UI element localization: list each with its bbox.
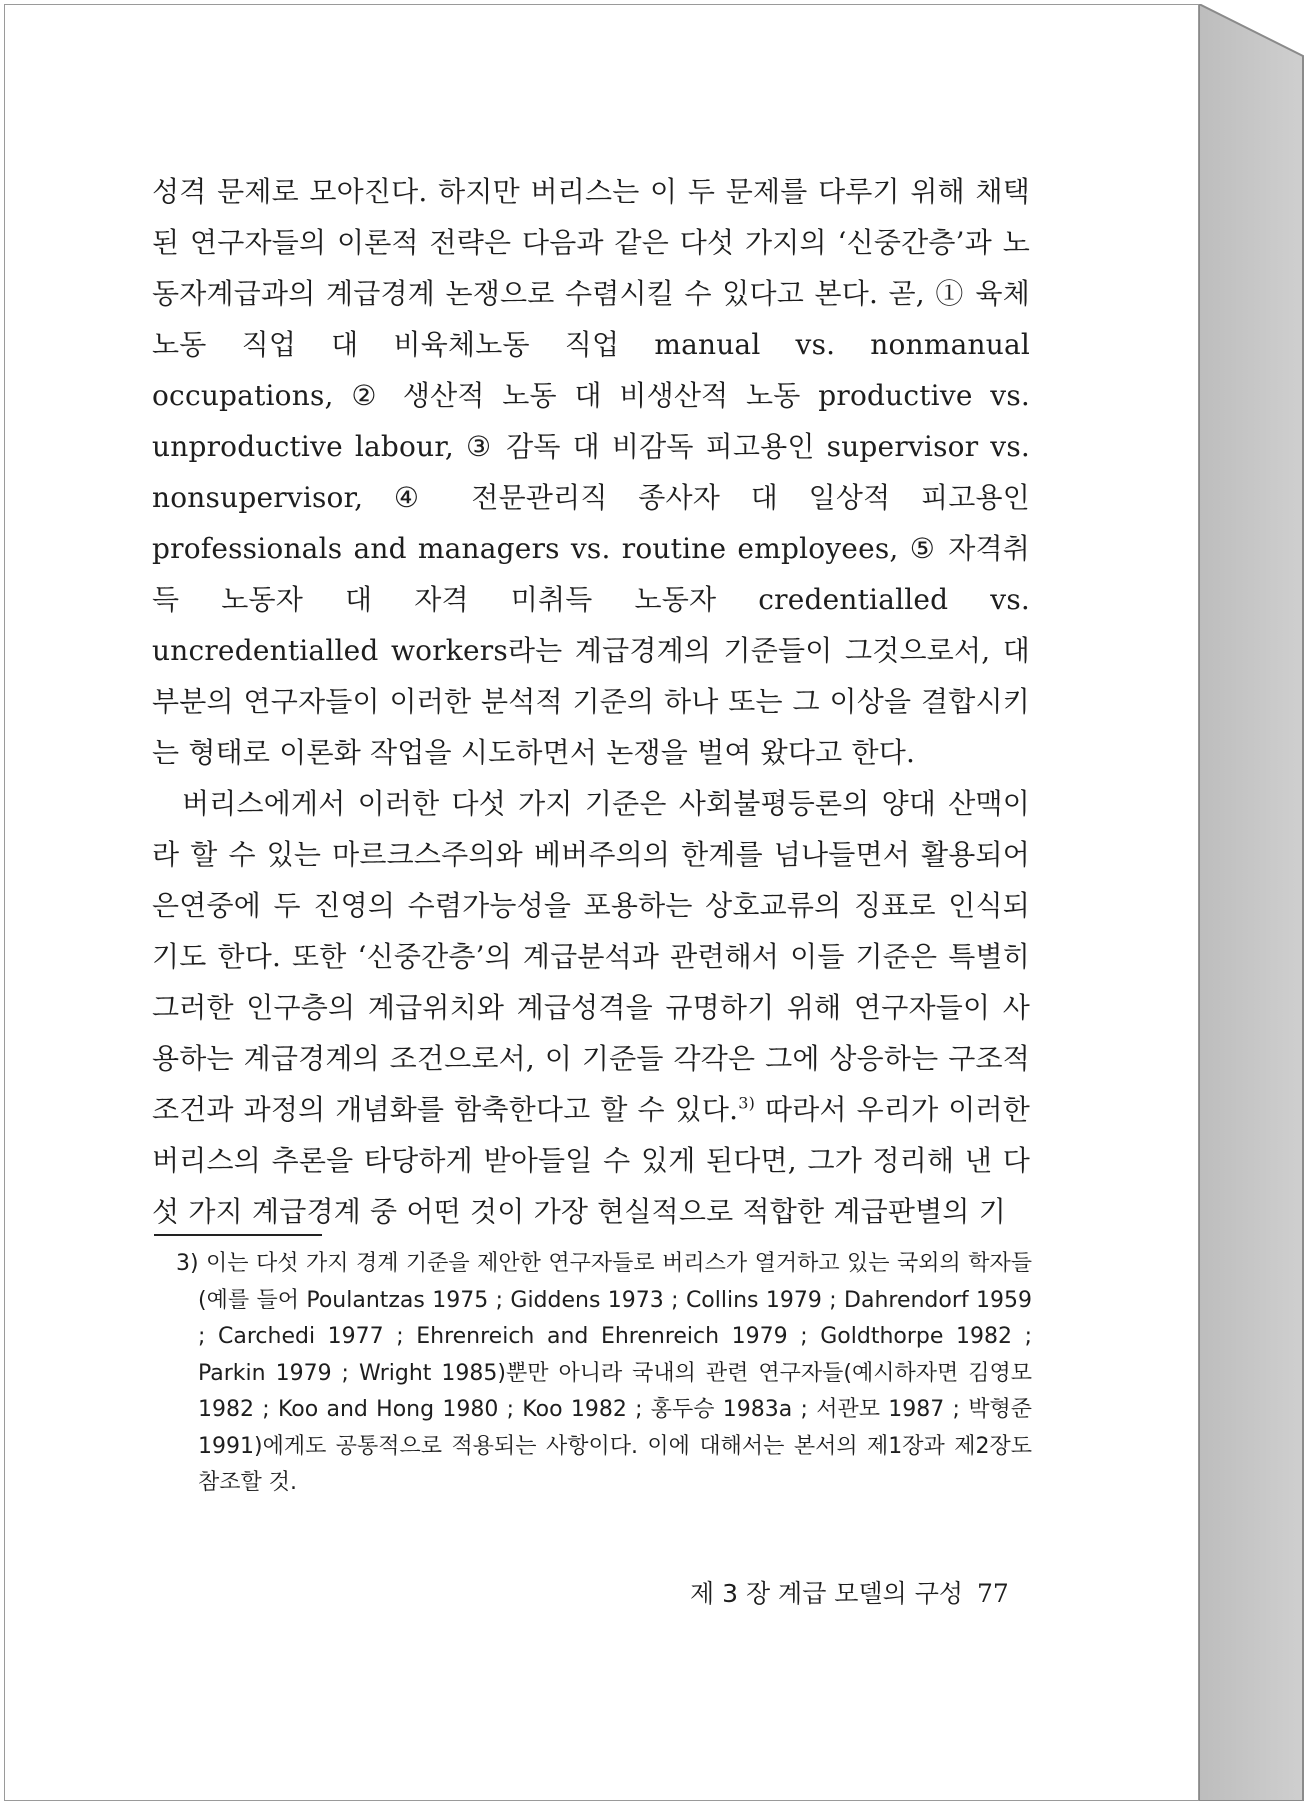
running-footer [690,1574,1009,1610]
paragraph-2-continuation: 따라서 우리가 이러한 버리스의 추론을 타당하게 받아들일 수 있게 된다면, 그가 정리해 낸 다섯 가지 계급경계 중 어떤 것이 가장 현실적으로 적합한 계급판별의 기 [152,1093,1030,1228]
page-number: 77 [977,1579,1009,1608]
page-stack-edge [1199,4,1307,1801]
footnote [176,1246,1032,1502]
body-text [152,166,1030,1237]
footnote-divider [154,1234,322,1236]
footnote-reference[interactable]: 3) [738,1093,756,1113]
paragraph-2 [152,778,1030,1237]
footnote-3-text: 3) 이는 다섯 가지 경계 기준을 제안한 연구자들로 버리스가 열거하고 있는 국외의 학자들(예를 들어 Poulantzas 1975 ; Giddens 1973 ; Collins 1979 ; Dahrendorf 1959 ; Carchedi 1977 ; Ehrenreich and Ehrenreich 1979 ; Goldthorpe 1982 ; Parkin 1979 ; Wright 1985)뿐만 아니라 국내의 관련 연구자들(예시하자면 김영모 1982 ; Koo and Hong 1980 ; Koo 1982 ; 홍두승 1983a ; 서관모 1987 ; 박형준 1991)에게도 공통적으로 적용되는 사항이다. 이에 대해서는 본서의 제1장과 제2장도 참조할 것. [176,1251,1032,1495]
paragraph-2-text: 버리스에게서 이러한 다섯 가지 기준은 사회불평등론의 양대 산맥이라 할 수 있는 마르크스주의와 베버주의의 한계를 넘나들면서 활용되어 은연중에 두 진영의 수렴가능성을 포용하는 상호교류의 징표로 인식되기도 한다. 또한 ‘신중간층’의 계급분석과 관련해서 이들 기준은 특별히 그러한 인구층의 계급위치와 계급성격을 규명하기 위해 연구자들이 사용하는 계급경계의 조건으로서, 이 기준들 각각은 그에 상응하는 구조적 조건과 과정의 개념화를 함축한다고 할 수 있다. [152,787,1030,1126]
paragraph-1: 성격 문제로 모아진다. 하지만 버리스는 이 두 문제를 다루기 위해 채택된 연구자들의 이론적 전략은 다음과 같은 다섯 가지의 ‘신중간층’과 노동자계급과의 계급경계 논쟁으로 수렴시킬 수 있다고 본다. 곧, ① 육체노동 직업 대 비육체노동 직업 manual vs. nonmanual occupations, ② 생산적 노동 대 비생산적 노동 productive vs. unproductive labour, ③ 감독 대 비감독 피고용인 supervisor vs. nonsupervisor, ④ 전문관리직 종사자 대 일상적 피고용인 professionals and managers vs. routine employees, ⑤ 자격취득 노동자 대 자격 미취득 노동자 credentialled vs. uncredentialled workers라는 계급경계의 기준들이 그것으로서, 대부분의 연구자들이 이러한 분석적 기준의 하나 또는 그 이상을 결합시키는 형태로 이론화 작업을 시도하면서 논쟁을 벌여 왔다고 한다. [152,175,1030,769]
chapter-title: 제 3 장 계급 모델의 구성 [690,1579,963,1608]
